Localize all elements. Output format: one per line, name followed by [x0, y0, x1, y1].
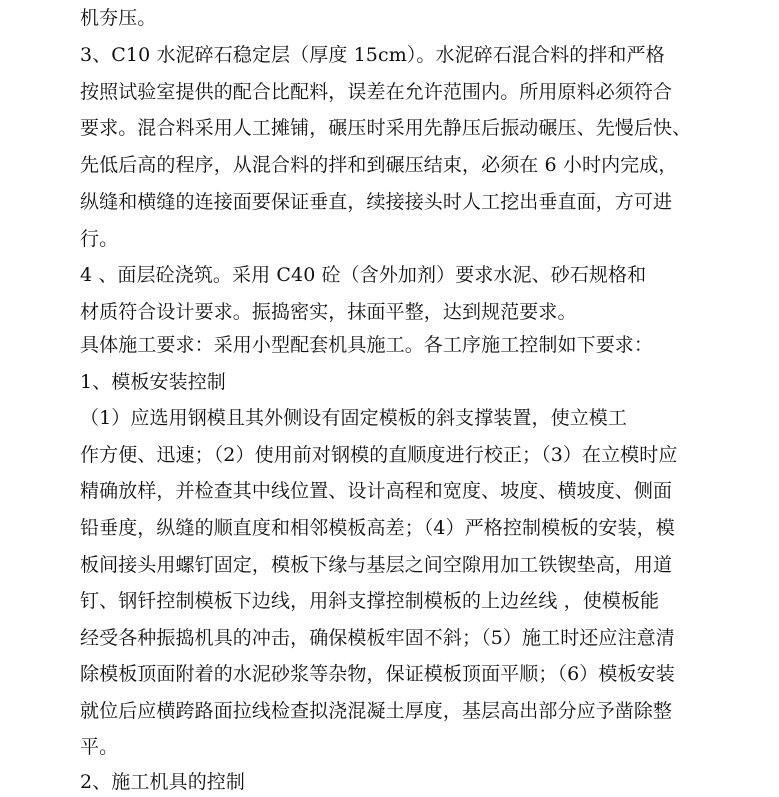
text-line: 除模板顶面附着的水泥砂浆等杂物，保证模板顶面平顺；（6）模板安装 — [80, 663, 675, 685]
text-line: 就位后应横跨路面拉线检查拟浇混凝土厚度，基层高出部分应予凿除整 — [80, 700, 673, 722]
section-heading: 1、模板安装控制 — [80, 371, 226, 393]
text-line: 平。 — [80, 736, 119, 758]
text-line: 行。 — [80, 228, 119, 250]
text-line: 精确放样，并检查其中线位置、设计高程和宽度、坡度、横坡度、侧面 — [80, 480, 673, 502]
text-line: 按照试验室提供的配合比配料，误差在允许范围内。所用原料必须符合 — [80, 81, 673, 103]
text-line: 先低后高的程序，从混合料的拌和到碾压结束，必须在 6 小时内完成， — [80, 154, 678, 176]
text-line: 具体施工要求：采用小型配套机具施工。各工序施工控制如下要求： — [80, 334, 654, 356]
text-line: 纵缝和横缝的连接面要保证垂直，续接接头时人工挖出垂直面，方可进 — [80, 191, 673, 213]
text-line: 3、C10 水泥碎石稳定层（厚度 15cm）。水泥碎石混合料的拌和严格 — [80, 44, 665, 66]
text-line: 机夯压。 — [80, 7, 157, 29]
text-line: 板间接头用螺钉固定，模板下缘与基层之间空隙用加工铁锲垫高，用道 — [80, 554, 673, 576]
text-line: 铅垂度，纵缝的顺直度和相邻模板高差；（4）严格控制模板的安装，模 — [80, 517, 675, 539]
text-line: 钉、钢钎控制模板下边线，用斜支撑控制模板的上边丝线 ，使模板能 — [80, 590, 660, 612]
text-line: （1）应选用钢模且其外侧设有固定模板的斜支撑装置，使立模工 — [80, 407, 627, 429]
text-line: 材质符合设计要求。振捣密实，抹面平整，达到规范要求。 — [80, 301, 577, 323]
text-line: 作方便、迅速；（2）使用前对钢模的直顺度进行校正；（3）在立模时应 — [80, 444, 678, 466]
text-line: 经受各种振捣机具的冲击，确保模板牢固不斜；（5）施工时还应注意清 — [80, 627, 675, 649]
text-line: 4 、面层砼浇筑。采用 C40 砼（含外加剂）要求水泥、砂石规格和 — [80, 264, 647, 286]
text-line: 要求。混合料采用人工摊铺，碾压时采用先静压后振动碾压、先慢后快、 — [80, 117, 692, 139]
section-heading: 2、施工机具的控制 — [80, 771, 245, 793]
